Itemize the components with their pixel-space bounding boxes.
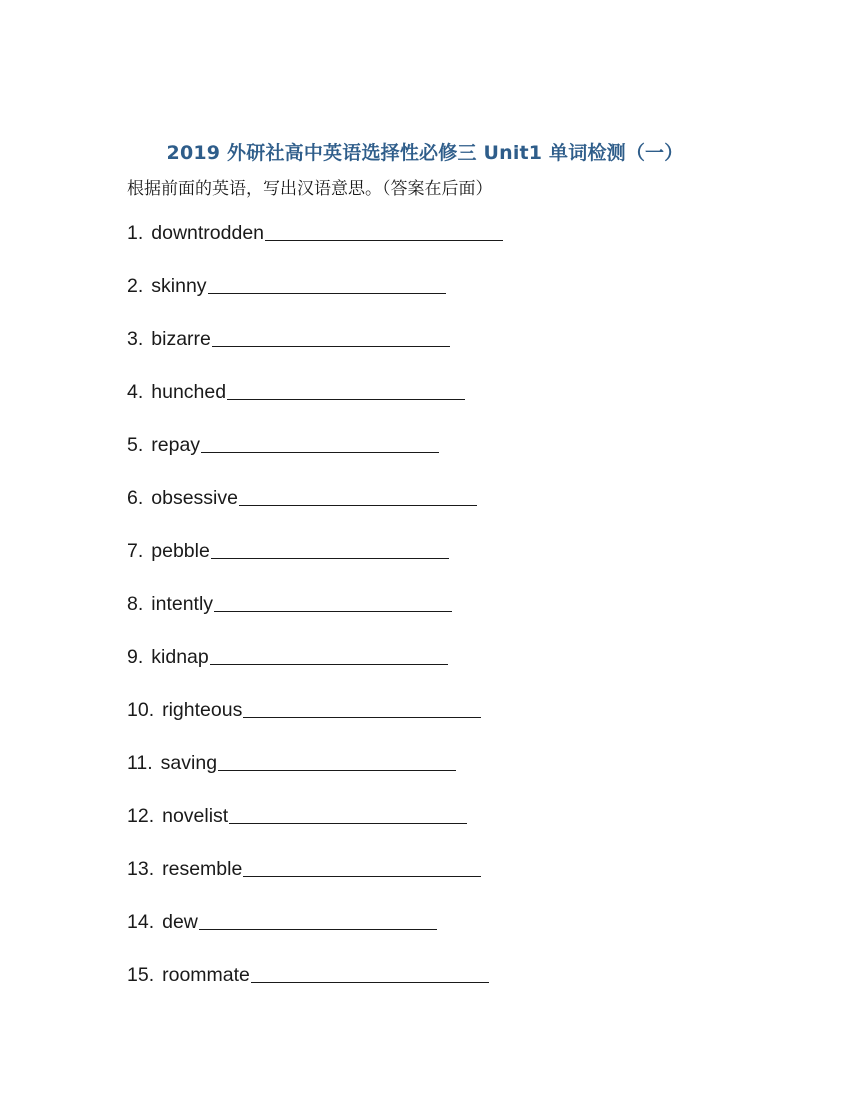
list-item [127, 328, 503, 381]
item-word: bizarre [151, 328, 211, 350]
item-word: repay [151, 434, 201, 456]
page-title: 2019 外研社高中英语选择性必修三 Unit1 单词检测（一） [166, 142, 684, 164]
answer-blank [265, 239, 503, 241]
answer-blank [218, 769, 456, 771]
item-number: 13. [127, 858, 155, 880]
list-item [127, 593, 503, 646]
answer-blank [212, 345, 450, 347]
item-number: 3. [127, 328, 144, 350]
list-item [127, 805, 503, 858]
answer-blank [227, 398, 465, 400]
list-item [127, 487, 503, 540]
item-number: 15. [127, 964, 155, 986]
list-item [127, 699, 503, 752]
item-number: 2. [127, 275, 144, 297]
answer-blank [201, 451, 439, 453]
list-item [127, 911, 503, 964]
answer-blank [210, 663, 448, 665]
item-word: kidnap [151, 646, 209, 668]
answer-blank [211, 557, 449, 559]
answer-blank [229, 822, 467, 824]
item-number: 6. [127, 487, 144, 509]
answer-blank [199, 928, 437, 930]
item-word: dew [162, 911, 198, 933]
item-word: hunched [151, 381, 227, 403]
item-number: 14. [127, 911, 155, 933]
item-word: saving [160, 752, 218, 774]
item-number: 7. [127, 540, 144, 562]
list-item [127, 434, 503, 487]
list-item [127, 540, 503, 593]
vocabulary-list [127, 222, 503, 1017]
answer-blank [243, 716, 481, 718]
list-item [127, 381, 503, 434]
item-word: downtrodden [151, 222, 265, 244]
instruction-text: 根据前面的英语，写出汉语意思。（答案在后面） [127, 179, 493, 199]
item-number: 10. [127, 699, 155, 721]
answer-blank [214, 610, 452, 612]
item-word: resemble [162, 858, 243, 880]
list-item [127, 964, 503, 1017]
item-word: novelist [162, 805, 229, 827]
answer-blank [208, 292, 446, 294]
item-number: 8. [127, 593, 144, 615]
item-word: roommate [162, 964, 250, 986]
item-number: 11. [127, 752, 153, 774]
item-number: 9. [127, 646, 144, 668]
item-number: 4. [127, 381, 144, 403]
list-item [127, 646, 503, 699]
answer-blank [239, 504, 477, 506]
item-number: 5. [127, 434, 144, 456]
list-item [127, 275, 503, 328]
answer-blank [243, 875, 481, 877]
answer-blank [251, 981, 489, 983]
item-number: 12. [127, 805, 155, 827]
item-number: 1. [127, 222, 144, 244]
list-item [127, 752, 503, 805]
item-word: obsessive [151, 487, 238, 509]
list-item [127, 858, 503, 911]
list-item [127, 222, 503, 275]
item-word: skinny [151, 275, 207, 297]
item-word: intently [151, 593, 214, 615]
item-word: pebble [151, 540, 210, 562]
item-word: righteous [162, 699, 243, 721]
